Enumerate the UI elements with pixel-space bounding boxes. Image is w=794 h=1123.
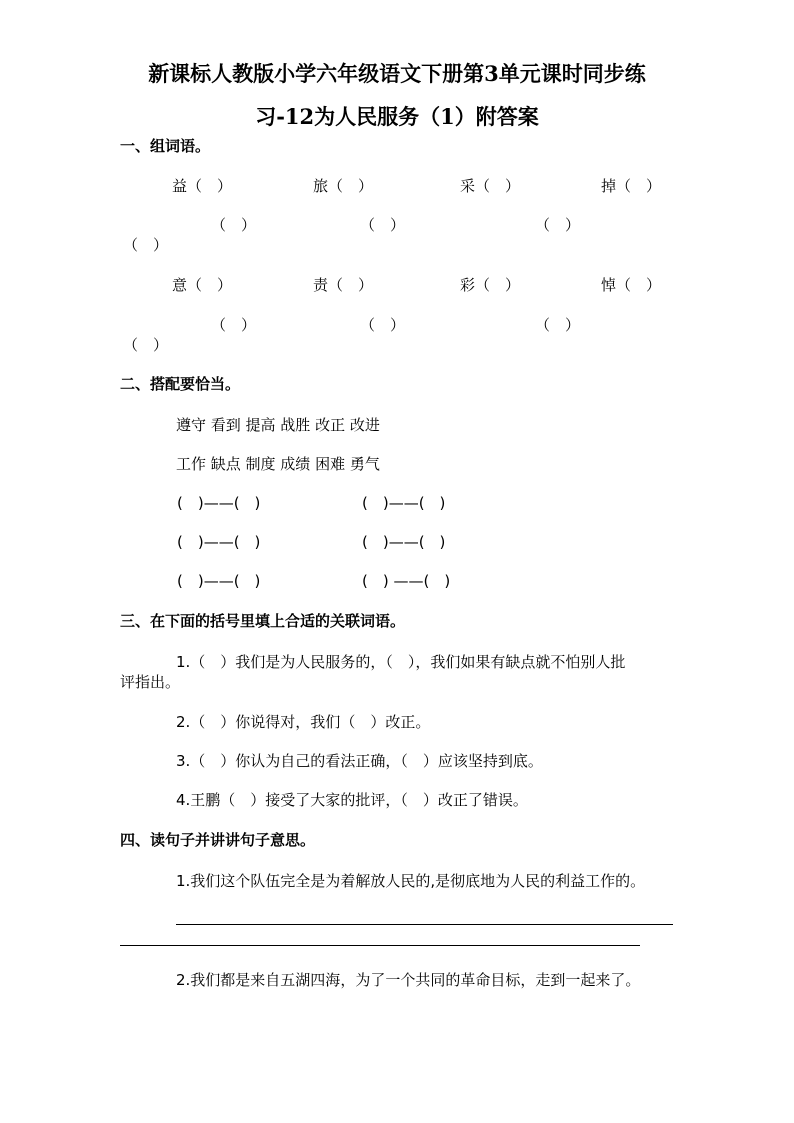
word-list-nouns: 工作 缺点 制度 成绩 困难 勇气 xyxy=(176,455,380,473)
question-2: 2.（ ）你说得对，我们（ ）改正。 xyxy=(176,713,431,731)
question-1: 1.（ ）我们是为人民服务的，（ ），我们如果有缺点就不怕别人批 xyxy=(176,653,626,671)
section-2-heading: 二、搭配要恰当。 xyxy=(120,375,241,393)
word-item: 彩（ ） xyxy=(460,276,521,294)
word-item: 掉（ ） xyxy=(601,177,662,195)
question-3: 3.（ ）你认为自己的看法正确，（ ）应该坚持到底。 xyxy=(176,752,543,770)
question-4: 4.王鹏（ ）接受了大家的批评，（ ）改正了错误。 xyxy=(176,791,528,809)
match-pair: ( ) ——( ) xyxy=(362,572,451,590)
blank-pair: （ ） xyxy=(211,216,257,234)
sentence-2: 2.我们都是来自五湖四海，为了一个共同的革命目标，走到一起来了。 xyxy=(176,971,641,989)
match-pair: ( )——( ) xyxy=(362,533,446,551)
answer-line xyxy=(120,945,640,946)
sentence-1: 1.我们这个队伍完全是为着解放人民的,是彻底地为人民的利益工作的。 xyxy=(176,872,646,890)
word-item: 责（ ） xyxy=(313,276,374,294)
section-4-heading: 四、读句子并讲讲句子意思。 xyxy=(120,831,316,849)
blank-pair: （ ） xyxy=(360,316,406,334)
section-1-heading: 一、组词语。 xyxy=(120,137,211,155)
word-item: 旅（ ） xyxy=(313,177,374,195)
section-3-heading: 三、在下面的括号里填上合适的关联词语。 xyxy=(120,612,406,630)
word-item: 益（ ） xyxy=(172,177,233,195)
blank-pair: （ ） xyxy=(535,316,581,334)
question-1-continued: 评指出。 xyxy=(120,673,181,691)
word-item: 意（ ） xyxy=(172,276,233,294)
answer-line xyxy=(176,924,673,925)
blank-pair: （ ） xyxy=(360,216,406,234)
blank-pair: （ ） xyxy=(123,236,169,254)
page-title-line-1: 新课标人教版小学六年级语文下册第3单元课时同步练 xyxy=(148,61,646,86)
match-pair: ( )——( ) xyxy=(362,494,446,512)
match-pair: ( )——( ) xyxy=(177,494,261,512)
match-pair: ( )——( ) xyxy=(177,533,261,551)
page-title-line-2: 习-12为人民服务（1）附答案 xyxy=(255,104,539,129)
word-item: 悼（ ） xyxy=(601,276,662,294)
match-pair: ( )——( ) xyxy=(177,572,261,590)
blank-pair: （ ） xyxy=(211,316,257,334)
word-item: 采（ ） xyxy=(460,177,521,195)
blank-pair: （ ） xyxy=(535,216,581,234)
blank-pair: （ ） xyxy=(123,336,169,354)
word-list-verbs: 遵守 看到 提高 战胜 改正 改进 xyxy=(176,416,380,434)
